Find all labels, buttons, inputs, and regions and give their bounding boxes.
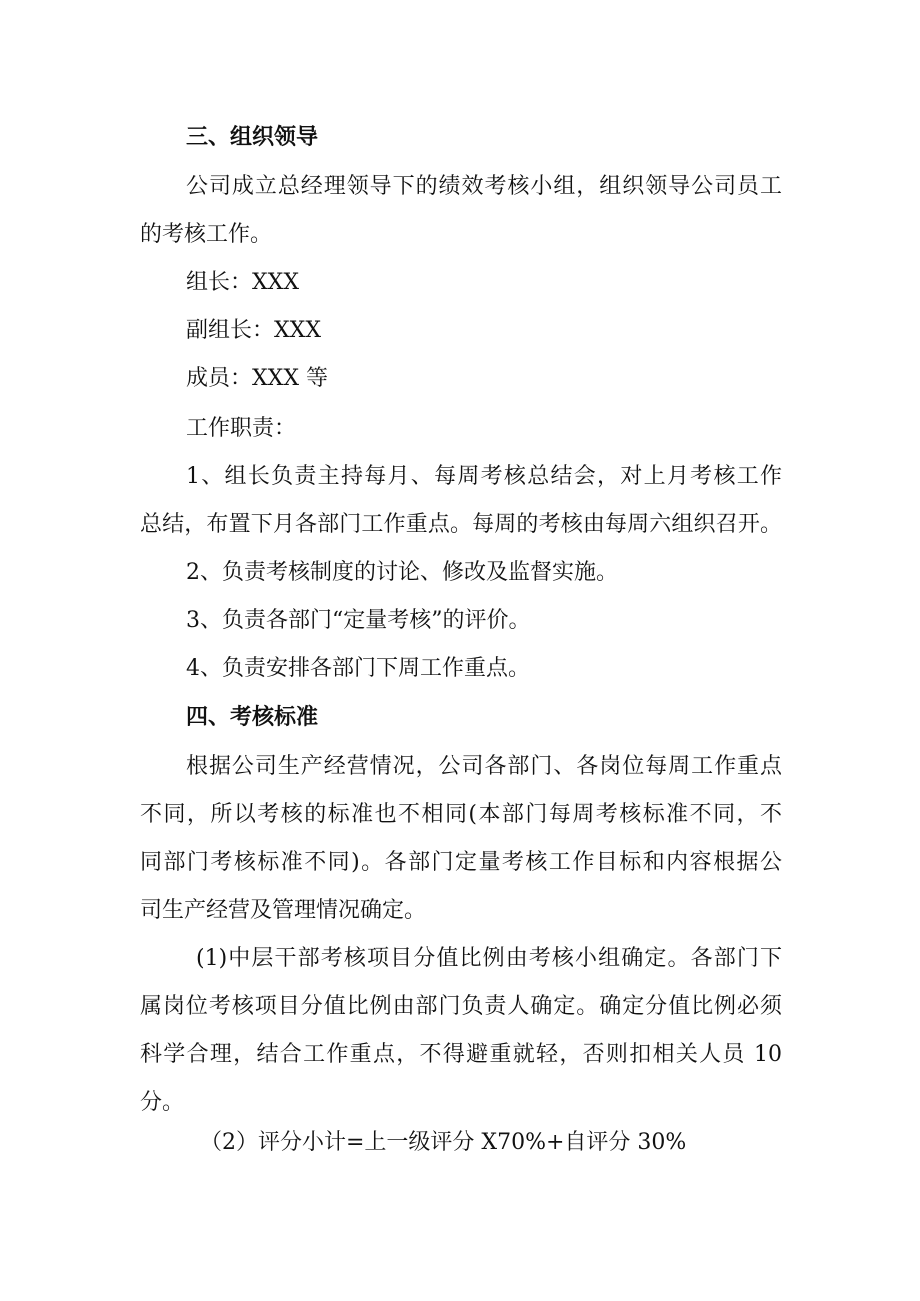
duties-label: 工作职责： — [186, 416, 297, 441]
duty-item-1-line: 1、组长负责主持每月、每周考核总结会，对上月考核工作 — [186, 464, 782, 489]
section-heading-standards: 四、考核标准 — [186, 704, 319, 730]
paragraph-line: 不同，所以考核的标准也不相同(本部门每周考核标准不同，不 — [140, 802, 782, 827]
paragraph-line: 根据公司生产经营情况，公司各部门、各岗位每周工作重点 — [186, 754, 782, 779]
deputy-leader-line: 副组长：XXX — [186, 318, 321, 343]
team-leader-line: 组长：XXX — [186, 270, 299, 295]
members-line: 成员：XXX 等 — [186, 366, 328, 391]
duty-item-1-line: 总结，布置下月各部门工作重点。每周的考核由每周六组织召开。 — [140, 512, 782, 537]
paragraph-line: 司生产经营及管理情况确定。 — [140, 898, 427, 923]
paragraph-line: 属岗位考核项目分值比例由部门负责人确定。确定分值比例必须 — [140, 994, 782, 1019]
section-heading-organization: 三、组织领导 — [186, 124, 319, 150]
paragraph-line: 同部门考核标准不同)。各部门定量考核工作目标和内容根据公 — [140, 850, 782, 875]
paragraph-line: 科学合理，结合工作重点，不得避重就轻，否则扣相关人员 10 — [140, 1042, 782, 1067]
paragraph-line: 的考核工作。 — [140, 222, 273, 247]
duty-item-2: 2、负责考核制度的讨论、修改及监督实施。 — [186, 560, 618, 585]
paragraph-line: 公司成立总经理领导下的绩效考核小组，组织领导公司员工 — [186, 174, 782, 199]
duty-item-4: 4、负责安排各部门下周工作重点。 — [186, 656, 530, 681]
score-formula-line: （2）评分小计=上一级评分 X70%+自评分 30% — [200, 1130, 687, 1155]
duty-item-3: 3、负责各部门“定量考核”的评价。 — [186, 608, 531, 633]
paragraph-line: (1)中层干部考核项目分值比例由考核小组确定。各部门下 — [196, 946, 782, 971]
paragraph-line: 分。 — [140, 1090, 185, 1115]
